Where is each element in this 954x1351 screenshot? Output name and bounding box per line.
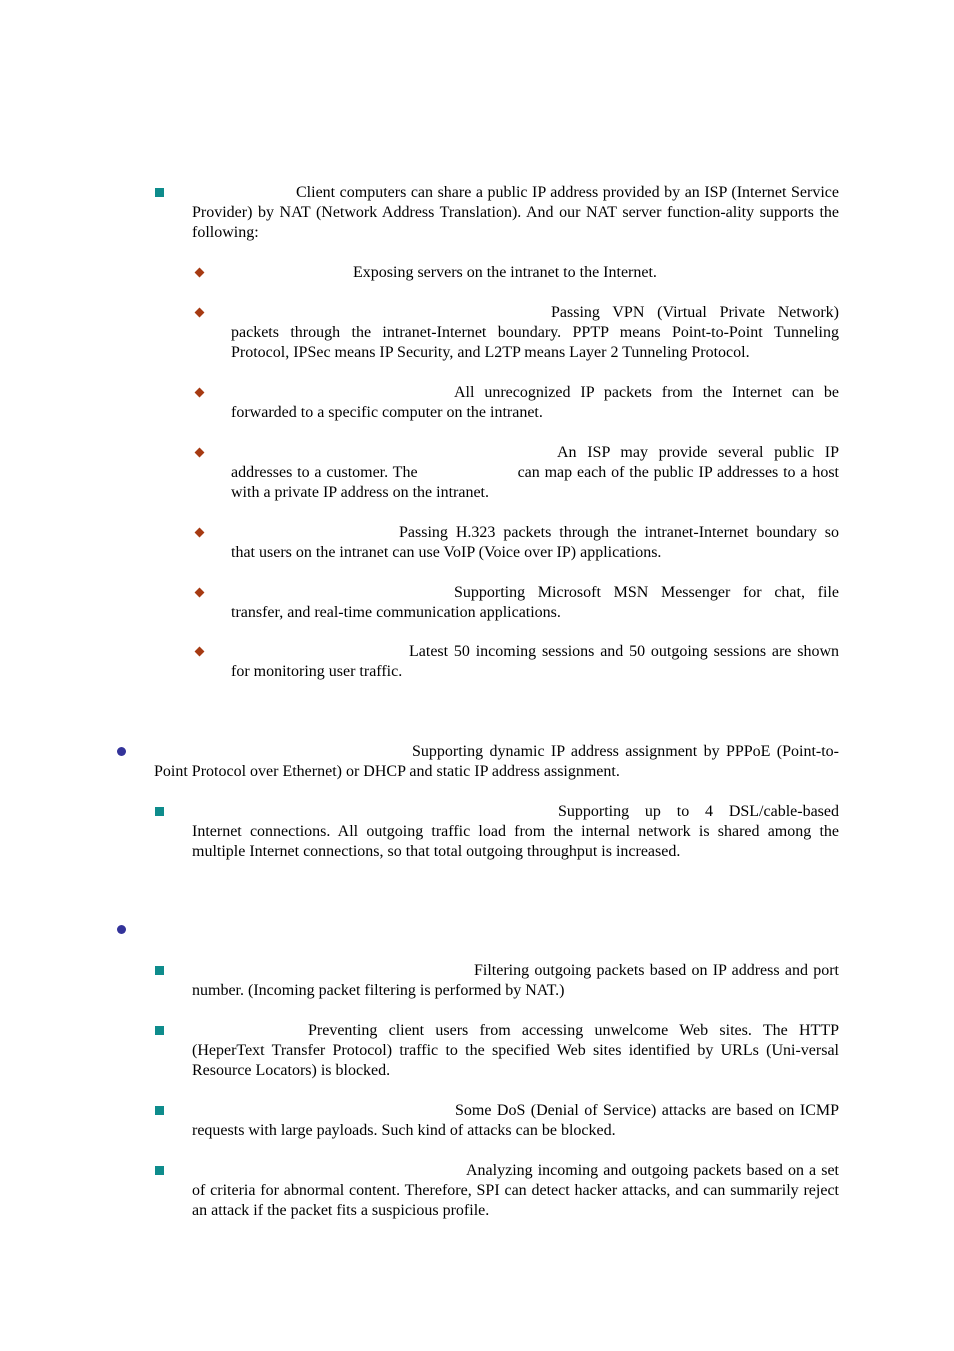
dmz-paragraph: All unrecognized IP packets from the Internet can be forwarded to a specific computer on the intranet.	[231, 384, 839, 421]
packet-filter-paragraph: Filtering outgoing packets based on IP address and port number. (Incoming packet filtering is performed by NAT.)	[192, 962, 839, 999]
icmp-paragraph: Some DoS (Denial of Service) attacks are based on ICMP requests with large payloads. Such kind of attacks can be blocked.	[192, 1102, 839, 1139]
square-bullet-icon	[155, 1166, 164, 1175]
spi-paragraph: Analyzing incoming and outgoing packets based on a set of criteria for abnormal content. Therefore, SPI can detect hacker attacks, and can summarily reject an attack if the packet fits a suspicious profile.	[192, 1162, 839, 1219]
square-bullet-icon	[155, 188, 164, 197]
multi-ip-paragraph: An ISP may provide several public IP addresses to a customer. The can map each of the public IP addresses to a host with a private IP address on the intranet.	[231, 444, 839, 501]
nat-paragraph: Client computers can share a public IP address provided by an ISP (Internet Service Provider) by NAT (Network Address Translation). And our NAT server function-ality supports the following:	[192, 184, 839, 241]
multi-wan-paragraph: Supporting up to 4 DSL/cable-based Internet connections. All outgoing traffic load from the internal network is shared among the multiple Internet connections, so that total outgoing throughput is increased.	[192, 803, 839, 860]
diamond-bullet-icon	[195, 647, 205, 657]
diamond-bullet-icon	[195, 308, 205, 318]
diamond-bullet-icon	[195, 268, 205, 278]
diamond-bullet-icon	[195, 588, 205, 598]
diamond-bullet-icon	[195, 528, 205, 538]
h323-paragraph: Passing H.323 packets through the intranet-Internet boundary so that users on the intranet can use VoIP (Voice over IP) applications.	[231, 524, 839, 561]
sessions-paragraph: Latest 50 incoming sessions and 50 outgoing sessions are shown for monitoring user traffic.	[231, 643, 839, 680]
url-block-paragraph: Preventing client users from accessing unwelcome Web sites. The HTTP (HeperText Transfer Protocol) traffic to the specified Web sites identified by URLs (Uni-versal Resource Locators) is blocked.	[192, 1022, 839, 1079]
diamond-bullet-icon	[195, 448, 205, 458]
round-bullet-icon	[117, 747, 126, 756]
square-bullet-icon	[155, 1106, 164, 1115]
diamond-bullet-icon	[195, 388, 205, 398]
square-bullet-icon	[155, 807, 164, 816]
round-bullet-icon	[117, 925, 126, 934]
square-bullet-icon	[155, 1026, 164, 1035]
square-bullet-icon	[155, 966, 164, 975]
wan-ip-paragraph: Supporting dynamic IP address assignment by PPPoE (Point-to-Point Protocol over Ethernet) or DHCP and static IP address assignment.	[154, 743, 839, 780]
vpn-paragraph: Passing VPN (Virtual Private Network) packets through the intranet-Internet boundary. PPTP means Point-to-Point Tunneling Protocol, IPSec means IP Security, and L2TP means Layer 2 Tunneling Protocol.	[231, 304, 839, 361]
msn-paragraph: Supporting Microsoft MSN Messenger for chat, file transfer, and real-time communication applications.	[231, 584, 839, 621]
virtual-server-paragraph: Exposing servers on the intranet to the Internet.	[353, 264, 657, 281]
